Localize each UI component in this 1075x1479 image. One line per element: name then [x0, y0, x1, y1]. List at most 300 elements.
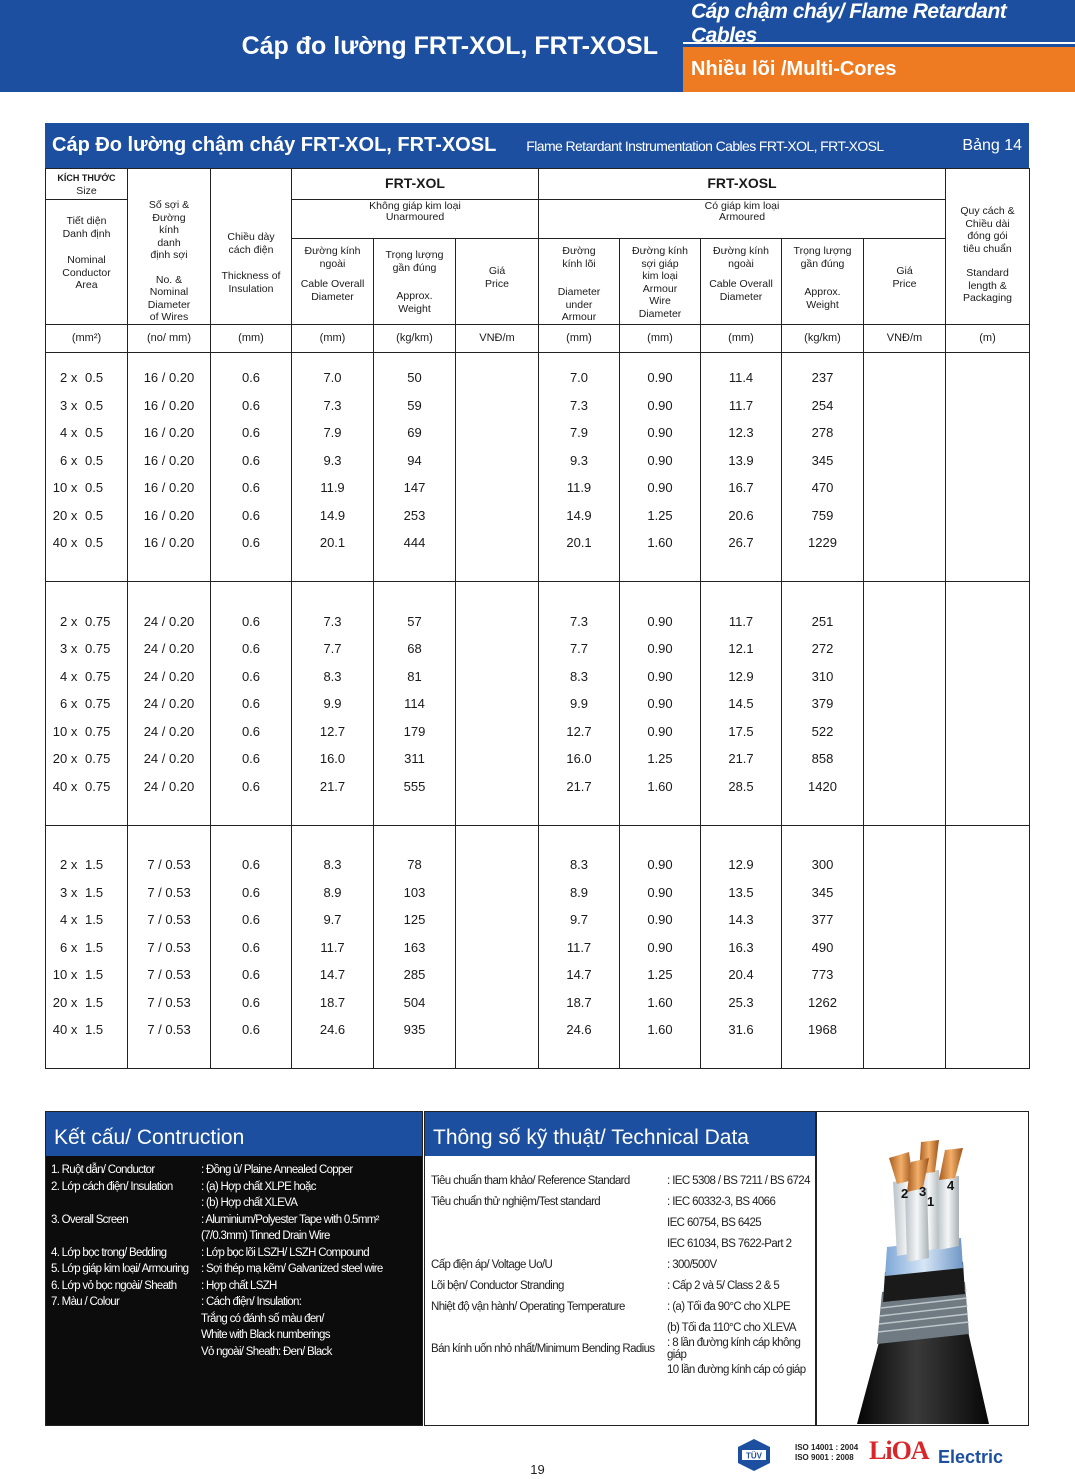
table-cell — [46, 934, 128, 962]
table-row — [46, 907, 1030, 935]
core-count: 2 — [60, 857, 68, 872]
core-area: 0.75 — [85, 641, 111, 656]
table-cell: 0.6 — [211, 636, 292, 664]
table-cell: 0.6 — [211, 1017, 292, 1045]
construction-key: 1. Ruột dẫn/ Conductor — [51, 1164, 155, 1177]
spacer-cell — [456, 582, 539, 597]
spacer-cell — [701, 801, 782, 826]
technical-key: Nhiệt độ vận hành/ Operating Temperature — [431, 1300, 625, 1313]
technical-value: : 300/500V — [667, 1258, 717, 1271]
table-title-en: Flame Retardant Instrumentation Cables FRT-XOL, FRT-XOSL — [526, 137, 884, 154]
table-cell — [946, 879, 1030, 907]
spacer-cell — [211, 825, 292, 840]
table-cell — [864, 663, 946, 691]
table-cell — [946, 840, 1030, 880]
core-area: 1.5 — [85, 912, 104, 927]
table-cell: 251 — [782, 596, 864, 636]
spacer-cell — [292, 801, 374, 826]
table-cell — [46, 420, 128, 448]
technical-row — [425, 1170, 815, 1191]
header-packaging — [946, 169, 1030, 325]
header-insul-vn: Chiều dày cách điện — [227, 231, 275, 256]
core-count: 3 — [60, 397, 68, 413]
table-cell — [46, 352, 128, 392]
core-area: 1.5 — [85, 857, 104, 872]
table-cell: 0.90 — [620, 934, 701, 962]
construction-value: : (b) Hợp chất XLEVA — [201, 1197, 298, 1210]
spacer-cell — [701, 1044, 782, 1069]
table-cell — [946, 392, 1030, 420]
table-cell: 0.6 — [211, 718, 292, 746]
unit-cell: (mm) — [701, 324, 782, 352]
table-cell — [946, 989, 1030, 1017]
group-separator — [46, 825, 1030, 840]
spacer-cell — [456, 825, 539, 840]
spacer-cell — [374, 1044, 456, 1069]
table-row — [46, 773, 1030, 801]
spacer-cell — [864, 1044, 946, 1069]
spacer-cell — [864, 825, 946, 840]
table-cell: 0.90 — [620, 879, 701, 907]
header-wires — [128, 169, 211, 325]
core-area: 0.5 — [85, 452, 104, 468]
table-cell: 278 — [782, 420, 864, 448]
group-spacer — [46, 801, 1030, 826]
core-count: 3 — [60, 641, 68, 656]
table-cell: 0.90 — [620, 420, 701, 448]
spacer-cell — [946, 582, 1030, 597]
header-area — [46, 200, 128, 325]
technical-title: Thông số kỹ thuật/ Technical Data — [425, 1112, 815, 1156]
technical-panel — [424, 1111, 816, 1426]
table-cell — [864, 447, 946, 475]
construction-row — [46, 1327, 422, 1344]
table-cell: 253 — [374, 502, 456, 530]
table-cell — [46, 636, 128, 664]
construction-row — [46, 1179, 422, 1196]
core-area: 0.75 — [85, 723, 111, 739]
core-area: 1.5 — [85, 1022, 104, 1037]
unit-cell: VNĐ/m — [456, 324, 539, 352]
table-cell — [864, 746, 946, 774]
table-cell: 14.9 — [292, 502, 374, 530]
times-sign: x — [67, 425, 81, 440]
unit-cell: (mm) — [620, 324, 701, 352]
header-xol-weight — [374, 239, 456, 325]
table-cell — [946, 718, 1030, 746]
table-cell: 17.5 — [701, 718, 782, 746]
table-row — [46, 663, 1030, 691]
spacer-cell — [539, 1044, 620, 1069]
table-cell — [946, 691, 1030, 719]
table-cell: 16 / 0.20 — [128, 502, 211, 530]
spacer-cell — [864, 801, 946, 826]
spacer-cell — [128, 582, 211, 597]
spacer-cell — [782, 825, 864, 840]
table-cell: 16 / 0.20 — [128, 530, 211, 558]
header-xosl-armour-wire — [620, 239, 701, 325]
core-area: 0.75 — [85, 751, 111, 766]
table-cell: 114 — [374, 691, 456, 719]
table-row — [46, 530, 1030, 558]
unit-cell: (kg/km) — [782, 324, 864, 352]
header-armoured-en: Armoured — [718, 210, 766, 223]
table-title-bar — [45, 123, 1029, 168]
table-cell: 1262 — [782, 989, 864, 1017]
table-cell: 21.7 — [539, 773, 620, 801]
table-cell: 7.9 — [292, 420, 374, 448]
table-cell: 14.9 — [539, 502, 620, 530]
spacer-cell — [128, 825, 211, 840]
table-cell — [456, 907, 539, 935]
table-cell — [456, 879, 539, 907]
table-cell: 20.6 — [701, 502, 782, 530]
page-number: 19 — [530, 1462, 545, 1477]
group-spacer — [46, 1044, 1030, 1069]
table-row — [46, 502, 1030, 530]
table-cell: 16.7 — [701, 475, 782, 503]
table-cell: 1.25 — [620, 962, 701, 990]
table-row — [46, 636, 1030, 664]
table-cell — [456, 475, 539, 503]
spacer-cell — [782, 557, 864, 582]
table-cell: 21.7 — [701, 746, 782, 774]
table-cell: 9.9 — [292, 691, 374, 719]
spacer-cell — [46, 825, 128, 840]
table-cell — [456, 718, 539, 746]
header-size — [46, 169, 128, 200]
table-cell — [864, 907, 946, 935]
technical-value: : IEC 60332-3, BS 4066 — [667, 1195, 776, 1208]
table-cell: 311 — [374, 746, 456, 774]
table-cell — [46, 718, 128, 746]
table-cell: 94 — [374, 447, 456, 475]
header-insul-en: Thickness of Insulation — [221, 270, 281, 295]
table-cell: 16.3 — [701, 934, 782, 962]
table-cell: 68 — [374, 636, 456, 664]
table-cell — [864, 1017, 946, 1045]
spec-table — [45, 168, 1030, 1069]
core-count: 2 — [60, 613, 68, 629]
table-cell — [456, 392, 539, 420]
table-cell: 0.90 — [620, 840, 701, 880]
table-cell — [946, 746, 1030, 774]
times-sign: x — [67, 668, 81, 684]
spacer-cell — [701, 825, 782, 840]
header-price-vn: Giá — [488, 265, 506, 277]
core-count: 10 — [52, 967, 68, 982]
table-row — [46, 718, 1030, 746]
table-cell: 7.3 — [539, 596, 620, 636]
technical-key: Lõi bện/ Conductor Stranding — [431, 1279, 564, 1292]
table-cell: 24 / 0.20 — [128, 718, 211, 746]
spacer-cell — [620, 582, 701, 597]
spacer-cell — [539, 557, 620, 582]
technical-row — [425, 1191, 815, 1212]
table-cell — [946, 1017, 1030, 1045]
construction-value: : Aluminium/Polyester Tape with 0.5mm² — [201, 1213, 379, 1226]
table-row — [46, 989, 1030, 1017]
table-cell: 7.3 — [292, 392, 374, 420]
brand-logo: LiOA — [869, 1436, 929, 1465]
header-area-vn: Tiết diện Danh định — [62, 215, 111, 240]
technical-value: (b) Tối đa 110°C cho XLEVA — [667, 1321, 796, 1334]
table-cell: 9.3 — [539, 447, 620, 475]
table-row — [46, 746, 1030, 774]
table-cell: 0.6 — [211, 475, 292, 503]
core-area: 0.75 — [85, 613, 111, 629]
table-cell: 20.4 — [701, 962, 782, 990]
header-wt-vn-2: Trọng lượng gần đúng — [793, 245, 852, 270]
table-cell: 16 / 0.20 — [128, 352, 211, 392]
table-cell: 0.90 — [620, 907, 701, 935]
table-cell — [946, 447, 1030, 475]
table-cell: 13.9 — [701, 447, 782, 475]
table-cell: 0.6 — [211, 352, 292, 392]
construction-row — [46, 1344, 422, 1361]
table-cell: 7.3 — [539, 392, 620, 420]
table-cell: 7 / 0.53 — [128, 962, 211, 990]
header-armw-en: Armour Wire Diameter — [638, 282, 682, 320]
header-xosl-weight — [782, 239, 864, 325]
table-cell — [946, 962, 1030, 990]
table-cell: 24 / 0.20 — [128, 773, 211, 801]
header-armoured-vn: Có giáp kim loại — [704, 200, 780, 212]
table-cell: 504 — [374, 989, 456, 1017]
table-cell — [864, 352, 946, 392]
times-sign: x — [67, 370, 81, 385]
core-count: 40 — [52, 778, 68, 794]
table-cell — [46, 530, 128, 558]
core-area: 0.5 — [85, 480, 104, 495]
table-cell — [946, 636, 1030, 664]
table-cell — [946, 352, 1030, 392]
table-cell: 0.90 — [620, 663, 701, 691]
core-area: 1.5 — [85, 994, 104, 1010]
table-cell: 59 — [374, 392, 456, 420]
table-row — [46, 1017, 1030, 1045]
table-cell: 0.6 — [211, 746, 292, 774]
table-cell — [864, 934, 946, 962]
construction-value: : Đồng ủ/ Plaine Annealed Copper — [201, 1164, 353, 1177]
times-sign: x — [67, 535, 81, 550]
spec-table-wrapper — [45, 123, 1029, 1069]
header-unarmoured — [292, 200, 539, 239]
spacer-cell — [46, 801, 128, 826]
table-cell: 163 — [374, 934, 456, 962]
table-cell: 7.0 — [292, 352, 374, 392]
spacer-cell — [539, 801, 620, 826]
table-cell: 11.7 — [701, 596, 782, 636]
core-count: 10 — [52, 723, 68, 739]
table-cell: 0.6 — [211, 773, 292, 801]
spacer-cell — [864, 557, 946, 582]
table-cell — [864, 773, 946, 801]
table-cell: 1.60 — [620, 530, 701, 558]
construction-value: : Hợp chất LSZH — [201, 1279, 277, 1292]
technical-row — [425, 1233, 815, 1254]
table-cell: 7 / 0.53 — [128, 989, 211, 1017]
table-cell — [46, 1017, 128, 1045]
table-cell — [456, 691, 539, 719]
core-count: 20 — [52, 994, 68, 1010]
table-cell — [946, 502, 1030, 530]
times-sign: x — [67, 967, 81, 982]
core-count: 6 — [60, 452, 68, 468]
core-area: 0.5 — [85, 397, 104, 413]
table-cell: 7 / 0.53 — [128, 840, 211, 880]
technical-value: IEC 61034, BS 7622-Part 2 — [667, 1237, 792, 1250]
header-frt-xol: FRT-XOL — [292, 169, 539, 200]
table-cell: 310 — [782, 663, 864, 691]
table-cell: 0.6 — [211, 691, 292, 719]
iso-certifications — [795, 1443, 858, 1463]
table-cell: 9.3 — [292, 447, 374, 475]
table-cell: 7 / 0.53 — [128, 1017, 211, 1045]
spacer-cell — [456, 801, 539, 826]
spacer-cell — [620, 1044, 701, 1069]
table-cell — [946, 934, 1030, 962]
table-cell: 18.7 — [539, 989, 620, 1017]
table-cell: 8.3 — [539, 663, 620, 691]
times-sign: x — [67, 613, 81, 629]
table-cell: 7.0 — [539, 352, 620, 392]
table-cell: 0.6 — [211, 840, 292, 880]
core-count: 40 — [52, 535, 68, 550]
table-cell — [46, 596, 128, 636]
construction-row — [46, 1261, 422, 1278]
technical-row — [425, 1359, 815, 1380]
spacer-cell — [782, 801, 864, 826]
technical-key: Tiêu chuẩn tham khảo/ Reference Standard — [431, 1174, 630, 1187]
header-wires-en: No. & Nominal Diameter of Wires — [147, 273, 191, 323]
table-cell: 12.7 — [292, 718, 374, 746]
table-row — [46, 420, 1030, 448]
spacer-cell — [211, 582, 292, 597]
table-cell: 12.9 — [701, 840, 782, 880]
technical-row — [425, 1212, 815, 1233]
table-cell: 7 / 0.53 — [128, 934, 211, 962]
table-cell — [864, 691, 946, 719]
table-cell — [456, 989, 539, 1017]
table-cell: 522 — [782, 718, 864, 746]
table-cell: 8.3 — [539, 840, 620, 880]
table-cell — [456, 530, 539, 558]
technical-value: : IEC 5308 / BS 7211 / BS 6724 — [667, 1174, 810, 1187]
construction-value: Trắng có đánh số màu đen/ — [201, 1312, 324, 1325]
core-count: 4 — [60, 912, 68, 927]
header-core-en: Diameter under Armour — [557, 286, 601, 323]
table-cell — [46, 691, 128, 719]
table-cell: 24 / 0.20 — [128, 596, 211, 636]
times-sign: x — [67, 696, 81, 711]
table-cell: 1.60 — [620, 989, 701, 1017]
header-armoured — [539, 200, 946, 239]
table-cell: 490 — [782, 934, 864, 962]
table-cell: 1.60 — [620, 773, 701, 801]
table-cell: 0.90 — [620, 636, 701, 664]
header-armw-vn: Đường kính sợi giáp kim loại — [632, 245, 688, 282]
construction-panel — [45, 1111, 423, 1426]
construction-row — [46, 1278, 422, 1295]
spacer-cell — [211, 557, 292, 582]
technical-value: 10 lần đường kính cáp có giáp — [667, 1363, 806, 1376]
group-separator — [46, 582, 1030, 597]
header-subcategory: Nhiều lõi /Multi-Cores — [683, 47, 1075, 92]
construction-row — [46, 1212, 422, 1229]
table-cell: 470 — [782, 475, 864, 503]
table-cell — [946, 773, 1030, 801]
table-row — [46, 596, 1030, 636]
table-cell: 0.90 — [620, 352, 701, 392]
spacer-cell — [128, 557, 211, 582]
table-cell: 69 — [374, 420, 456, 448]
table-cell: 0.90 — [620, 691, 701, 719]
construction-row — [46, 1195, 422, 1212]
table-cell: 21.7 — [292, 773, 374, 801]
table-cell — [864, 879, 946, 907]
core-count: 2 — [60, 370, 68, 385]
unit-cell: (mm²) — [46, 324, 128, 352]
table-cell: 24 / 0.20 — [128, 691, 211, 719]
table-cell: 858 — [782, 746, 864, 774]
table-cell: 1.60 — [620, 1017, 701, 1045]
table-cell — [456, 447, 539, 475]
construction-row — [46, 1245, 422, 1262]
table-cell — [456, 962, 539, 990]
table-row — [46, 879, 1030, 907]
times-sign: x — [67, 452, 81, 468]
table-cell: 14.5 — [701, 691, 782, 719]
technical-key: Tiêu chuẩn thử nghiệm/Test standard — [431, 1195, 601, 1208]
core-count: 20 — [52, 751, 68, 766]
table-cell: 0.6 — [211, 879, 292, 907]
table-cell — [456, 636, 539, 664]
construction-key: 7. Màu / Colour — [51, 1296, 120, 1309]
table-cell: 377 — [782, 907, 864, 935]
spacer-cell — [128, 1044, 211, 1069]
core-area: 1.5 — [85, 939, 104, 955]
table-cell: 0.6 — [211, 420, 292, 448]
spacer-cell — [292, 557, 374, 582]
table-row — [46, 934, 1030, 962]
core-count: 20 — [52, 507, 68, 523]
table-cell: 345 — [782, 447, 864, 475]
table-cell: 444 — [374, 530, 456, 558]
times-sign: x — [67, 994, 81, 1010]
technical-row — [425, 1338, 815, 1359]
technical-row — [425, 1317, 815, 1338]
table-cell: 12.7 — [539, 718, 620, 746]
table-cell — [46, 907, 128, 935]
table-cell: 11.7 — [292, 934, 374, 962]
table-cell — [864, 718, 946, 746]
table-cell: 57 — [374, 596, 456, 636]
core-count: 4 — [60, 668, 68, 684]
table-cell — [946, 663, 1030, 691]
construction-value: : (a) Hợp chất XLPE hoặc — [201, 1180, 316, 1193]
construction-key: 4. Lớp bọc trong/ Bedding — [51, 1246, 167, 1259]
header-wires-vn: Số sợi & Đường kính danh định sợi — [148, 199, 190, 261]
header-xosl-price — [864, 239, 946, 325]
core-count: 6 — [60, 696, 68, 711]
header-od-en-2: Cable Overall Diameter — [709, 278, 773, 303]
table-cell: 7.7 — [292, 636, 374, 664]
core-label: 2 — [901, 1186, 909, 1201]
table-cell: 0.6 — [211, 392, 292, 420]
table-cell — [46, 502, 128, 530]
unit-cell: VNĐ/m — [864, 324, 946, 352]
